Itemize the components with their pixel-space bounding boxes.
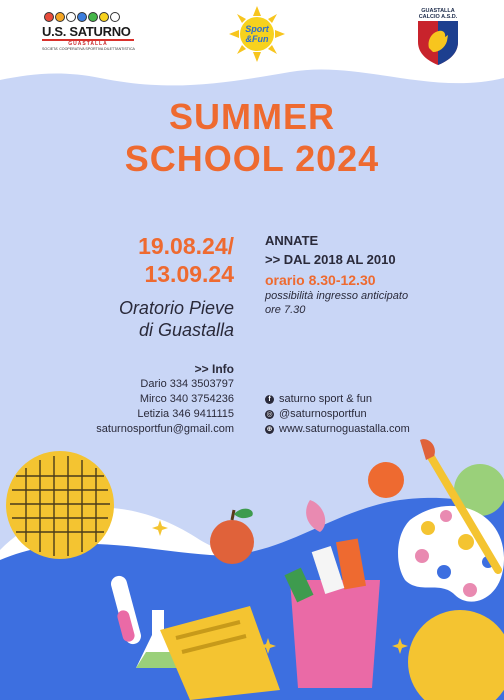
annate-years: >> DAL 2018 AL 2010	[265, 252, 396, 267]
saturno-logo	[42, 12, 134, 58]
svg-text:CALCIO A.S.D.: CALCIO A.S.D.	[418, 14, 458, 20]
annate-label: ANNATE	[265, 233, 319, 248]
contact-email: saturnosportfun@gmail.com	[96, 423, 234, 435]
contact-letizia: Letizia 346 9411115	[137, 408, 234, 420]
social-facebook	[265, 392, 410, 407]
guastalla-calcio-crest	[412, 4, 464, 66]
venue-line-2: di Guastalla	[138, 320, 234, 340]
svg-text:&Fun: &Fun	[245, 34, 269, 44]
annate-block	[265, 232, 408, 317]
contact-mirco: Mirco 340 3754236	[139, 393, 234, 405]
ingresso-note: possibilità ingresso anticipato	[265, 290, 409, 302]
instagram-label: @saturnosportfun	[279, 408, 367, 420]
grid-circle	[6, 451, 114, 559]
venue-block	[119, 297, 234, 341]
saturno-subtitle: SOCIETA' COOPERATIVA SPORTIVA DILETTANTISTICA	[42, 47, 135, 51]
title-line-2: SCHOOL 2024	[124, 138, 380, 179]
date-start: 19.08.24/	[138, 233, 234, 259]
title-line-1: SUMMER	[169, 96, 335, 137]
ingresso-time: ore 7.30	[265, 304, 306, 316]
saturno-city: GUASTALLA	[68, 41, 108, 47]
web-icon: ⊕	[266, 426, 273, 433]
date-end: 13.09.24	[144, 261, 234, 287]
saturno-name: U.S. SATURNO	[42, 24, 134, 41]
sport-balls-icon	[44, 12, 134, 22]
contact-dario: Dario 334 3503797	[140, 378, 234, 390]
facebook-icon: f	[265, 395, 274, 404]
instagram-icon: ◎	[266, 411, 273, 418]
web-label: www.saturnoguastalla.com	[279, 423, 410, 435]
sport-fun-sun-logo	[229, 6, 285, 62]
venue-line-1: Oratorio Pieve	[118, 298, 234, 318]
dates-block	[138, 232, 234, 288]
svg-text:Sport: Sport	[245, 24, 269, 34]
school-supplies-illustration	[0, 430, 504, 700]
facebook-label: saturno sport & fun	[279, 393, 372, 405]
svg-text:GUASTALLA: GUASTALLA	[421, 8, 455, 14]
orario: orario 8.30-12.30	[265, 272, 376, 288]
info-header: >> Info	[194, 362, 234, 376]
info-block	[96, 362, 234, 437]
social-instagram	[265, 407, 410, 422]
